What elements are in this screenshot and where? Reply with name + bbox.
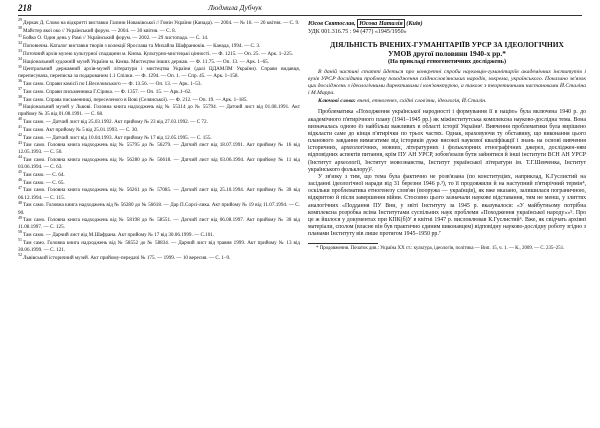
footnote-item	[18, 78, 300, 88]
footnote-item	[18, 55, 300, 66]
footnote-item	[18, 177, 300, 187]
footnote-text: Там само. Головна книга надходжень від № 58198 до № 58551. — Датчий лист від 06.08.1997. Акт прийому № 30 від 11.08.1997. — С. 125.	[18, 217, 300, 231]
footnote-number: 35	[18, 63, 22, 69]
footnote-item	[18, 139, 300, 156]
footnote-number: 51	[18, 237, 22, 243]
footnote-number: 52	[18, 252, 22, 258]
footnote-number: 36	[18, 78, 22, 84]
udc-code: УДК 001.316.75 : 94 (477) «1945/1950»	[308, 29, 407, 35]
footnote-number: 48	[18, 199, 22, 205]
footnote-number: 47	[18, 184, 22, 190]
footnotes-column	[18, 17, 300, 424]
footnote-item	[18, 101, 300, 118]
footnote-text: Там само. Головна книга надходжень від № 58552 до № 58834. — Дарчий лист від травня 1999. Акт прийому № 13 від 30.06.1999. — С. 121.	[18, 239, 300, 254]
footnote-text: Національний музей у Львові. Головна книга надходжень від № 55314 до № 55794. — Датчий лист від 01.08.1991. Акт прийому № 35 від 01.08.1991. — С. 68.	[18, 104, 300, 118]
footnote-text: Там само. Справи комісії по І.Веселовського — Ф. 13.56. — Оп. 13. — Арк. 1–53.	[23, 81, 202, 88]
footnote-number: 40	[18, 116, 22, 122]
keywords-label: Ключові слова:	[318, 98, 356, 105]
footnote-item	[18, 86, 300, 96]
footnote-item	[18, 116, 300, 126]
author-location: (Київ)	[404, 20, 423, 27]
footnote-item	[18, 229, 300, 239]
body-paragraph-2: У зв'язку з тим, що тема була фактично не розв'язана (по конституціях, наприклад, К.Гуслистий на засіданні ідеологічної наради від 31 березня 1946 р.³), то її продовжили й на наступний п'ятирічний термін⁴, оскільки проблематика етногенезу слов'ян (вооружа — українців), як вже вказано, залишилася пограничною, відкритою й після завершення війни. Стосовно цього зазначали наукове відставання, тим не менш, у злиттях аналогічних «Поддання ПУ Вни, у звіті Інституту за 1945 р. вказувалося: «У майбутньому потрібна комплексна розробка всіма Інститутами суспільних наук проблеми «Походження української народу»»⁵. Про це ж йшлося у документах при КПК(б)У в квітні 1947 р. висловлював К.Гуслистий⁶. Вже, як свідчать архівні матеріали, сполом (власне він був практично єдиним виконавцем) відповідну науково-дослідну роботу згідно з планами Інституту вів лише протягом 1945–1950 рр.⁷	[308, 173, 586, 238]
article-subtitle: (На прикладі етногенетичних досліджень)	[387, 58, 507, 65]
footnote-text: Там само. Головна книга надходжень від № 56280 до № 56618. — Датчий лист від 03.06.1994. Акт прийому № 11 від 03.06.1994. — С. 63.	[18, 157, 300, 171]
footnote-number: 38	[18, 93, 22, 99]
footnote-number: 50	[18, 229, 22, 235]
footnote-item	[18, 237, 300, 254]
article-title: ДІЯЛЬНІСТЬ ВЧЕНИХ-ГУМАНІТАРІЇВ УРСР ЗА ІДЕОЛОГІЧНИХ УМОВ другої половини 1940-х рр.*	[330, 40, 564, 58]
footnote-separator	[308, 243, 378, 244]
footnote-item	[18, 124, 300, 134]
footnote-text: Там само. Акт прийому № 5 від 25.01.1993. — С. 30.	[23, 126, 139, 133]
footnote-text: Поточний архів музею культурної спадщини м. Києва. Культурно-мистецькі цінності. — Ф. 1215. — Оп. 25. — Арк. 1–225.	[23, 50, 293, 57]
footnote-item	[18, 17, 300, 27]
footnote-item	[18, 169, 300, 179]
footnote-number: 30	[18, 24, 22, 30]
footnote-number: 32	[18, 40, 22, 46]
footnote-text: Там само. — Датчий лист від 10.04.1993. Акт прийому № 17 від 12.05.1995. — С. 155.	[23, 134, 212, 141]
keywords-text: вчені, етногенез, східні слов'яни, ідеологія, Й.Сталін.	[355, 98, 487, 105]
footnote-number: 29	[18, 17, 22, 23]
author-first: Юсов Святослав,	[308, 20, 358, 27]
footnote-text: Майстер якої око // Український форум. — 2004. — 30 квітня. — С. 8.	[23, 27, 177, 34]
footnote-number: 43	[18, 139, 22, 145]
running-header	[18, 3, 582, 16]
footnote-text: Там само. Справа письменниці, переселеного в Вові (Селянської). — Ф. 212. — Оп. 19. — Арк. 1–185.	[23, 96, 248, 103]
footnote-number: 31	[18, 32, 22, 38]
footnote-number: 49	[18, 214, 22, 220]
footnote-item	[18, 214, 300, 231]
footnote-item	[18, 131, 300, 142]
footnote-item	[18, 93, 300, 104]
footnote-item	[18, 199, 300, 216]
footnote-item	[18, 154, 300, 171]
footnote-number: 37	[18, 86, 22, 92]
footnote-item	[18, 24, 300, 35]
author-highlighted: Юсова Наталія	[359, 20, 403, 27]
footnote-text: Там само. Головна книга надходжень від № 56261 до № 57085. — Датчий лист від 25.10.1994. Акт прийому № 30 від 06.12.1994. — С. 115.	[18, 187, 300, 201]
keywords	[308, 98, 586, 105]
footnote-item	[18, 252, 300, 262]
footnote-text: Там само. — Датчий лист від 25.03.1992. Акт прийому № 23 від 27.03.1992. — С 72.	[23, 119, 208, 126]
footnote-text: Центральний державний архів-музей літератури і мистецтва України (далі ЦДАМЛМ України). Справи видавця, переписувача, переписка за подарованим 1.1 Спілки. — Ф. 1294. — Оп. 1. — Спр. 45. — Арк. 1–158.	[18, 66, 300, 80]
body-paragraph-1: Проблематика «Походження української народності і формування її в націю» була включена 1940 р. до академічного п'ятирічного плану (1941–1945 рр.) як міжінститутська комплексна науково-дослідна тема. Вона визначалась одною ёз найбільш важливих в області історії України¹. Вивчення проблематики була вирішено відкласти саме до кінця п'ятирічки по трьох частях. Однак, враховуючи ту обставину, що виконання цього планового завдання вимагатиме від істориків дуже високої наукової кваліфікації і знань на основі вивчення історичних, археологічних, мовних, літературних і фольклорних етнографічних джерел, досліджен-ням відповідних аспектів питання, крім ПУ АН УРСР, зобов'язали бути зайнятися й інші інститути ВСН АН УРСР (Інститут археології, Інститут мовознавства, Інститут української літератури ім. Т.Г.Шевченка, Інститут українського фольклору)².	[308, 109, 586, 173]
footnote-text: Там само. — С. 64.	[23, 172, 65, 179]
footnote-text: Поповична. Каталог виставки творів з колекції Ярослава та Михайла Шафранюків. — Канада, 1994. — С. 3.	[23, 43, 261, 50]
footnote-item	[18, 63, 300, 80]
article-authors	[308, 20, 586, 28]
footnote-text: Там само. Головна книга надходжень від № 56280 до № 56618. — Дар П.Сорсі-лика. Акт прийому № 19 від 11.07.1994. — С. 90.	[18, 202, 300, 216]
footnote-item	[18, 32, 300, 42]
footnote-number: 46	[18, 177, 22, 183]
footnote-text: Там само. Справи письменника Г.Сірика. — Ф. 1357. — Оп. 15. — Арк.1–62.	[23, 88, 192, 95]
abstract: В даній частині статті йдеться про конкретні спроби науковців-гуманітаріїв академічних інститутів і вузів УРСР дослідити проблему походження східнослов'янських народів, зокрема, українського. Показано зв'язок цих досліджень з ідеологічними директивами і кон'юнктурою, а також з теоретичними настановами Й.Сталіна і М.Марра.	[308, 69, 586, 97]
footnote-item	[18, 48, 300, 58]
footnote-text: Там само. Головна книга надходжень від № 55795 до № 56279. — Датчий лист від 18.07.1991. Акт прийому № 16 від 12.05.1993. — С. 50.	[18, 142, 300, 156]
article-footnote: * Продовження. Початок див.: Україна XX ст.: культура, ідеологія, політика — Вип. 15, ч. 1. — К., 2009. — С. 235–251.	[316, 246, 565, 252]
footnote-number: 44	[18, 154, 22, 160]
footnote-text: Там само. — С. 65.	[23, 179, 65, 186]
footnote-number: 33	[18, 48, 22, 54]
footnote-number: 41	[18, 124, 22, 130]
footnote-text: Там само. — Дарчий лист від М.Шафрана. Акт прийому № 17 від 30.06.1999. — С.101.	[23, 232, 215, 239]
footnote-text: Львівський історичний музей. Акт прийому-передачі № 175. — 1999. — 10 вересня. — С. 1–9.	[23, 254, 231, 261]
footnote-number: 42	[18, 131, 22, 137]
footnote-item	[18, 184, 300, 201]
footnote-text: Національний художній музей України м. Києва. Мистецтво інших держав. — Ф. 11.75. — Оп. 13. — Арк. 1–65.	[23, 58, 269, 65]
page-number: 218	[18, 3, 32, 13]
footnote-number: 45	[18, 169, 22, 175]
footnote-number: 34	[18, 55, 22, 61]
running-head-author: Людмила Дубчук	[208, 3, 262, 12]
article-column	[308, 20, 586, 424]
footnote-text: Деркач Д. Слово на відкритті виставки Галини Новаківської // Гомін України (Канада). — 2004. — № 16. — 26 квітня. — С. 9.	[23, 20, 300, 26]
footnote-item	[18, 40, 300, 50]
footnote-number: 39	[18, 101, 22, 107]
footnote-text: Бойко О. Один день у Рамі // Український форум. — 2002. — 29 листопада. — С. 14.	[23, 35, 209, 42]
